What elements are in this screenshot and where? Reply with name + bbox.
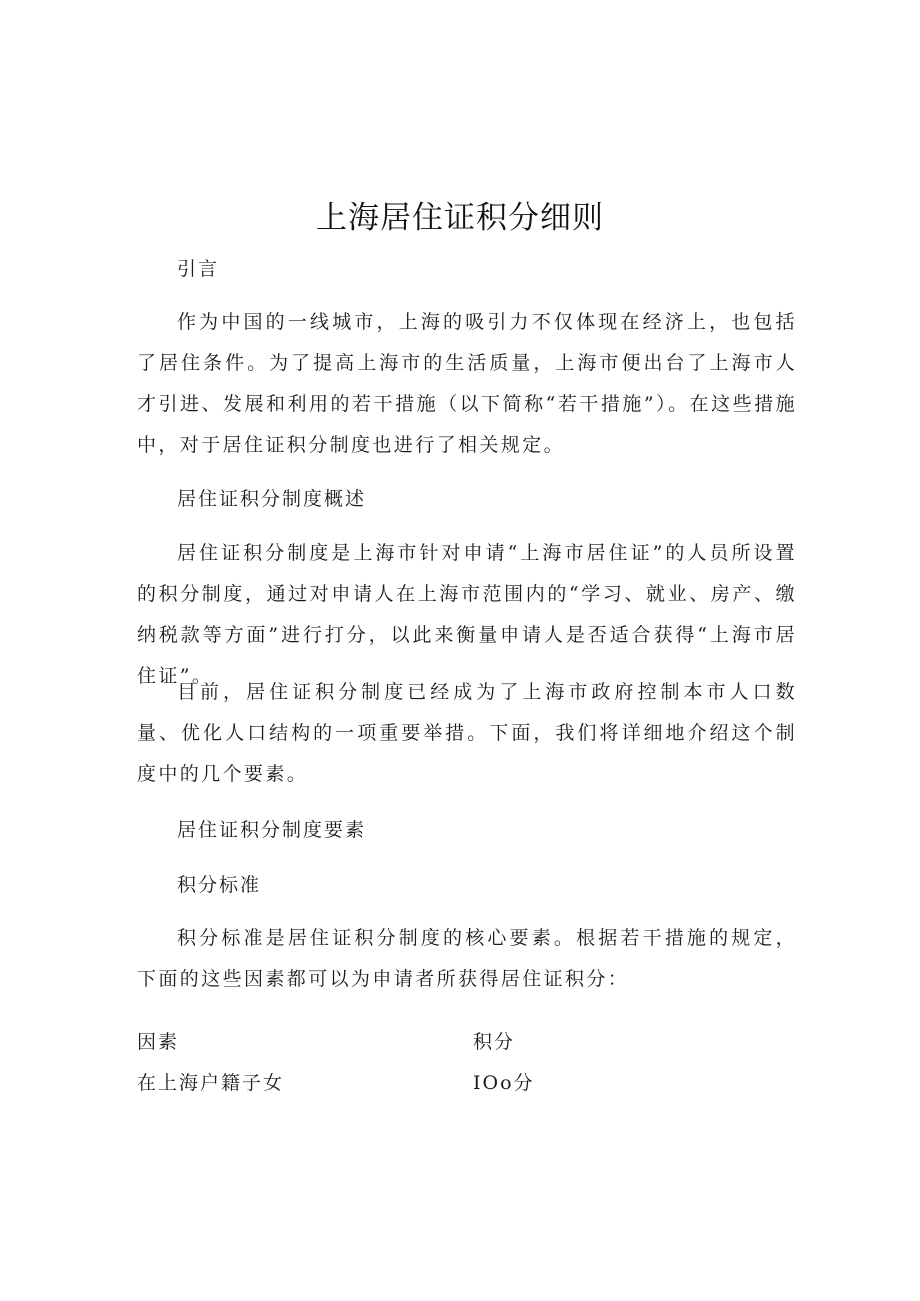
paragraph-standards: 积分标准是居住证积分制度的核心要素。根据若干措施的规定，下面的这些因素都可以为申请者所获得居住证积分： (137, 927, 797, 990)
table-header-row (137, 1027, 557, 1057)
section-heading-introduction: 引言 (177, 258, 220, 280)
table-cell-factor: 在上海户籍子女 (137, 1072, 285, 1094)
paragraph-introduction: 作为中国的一线城市，上海的吸引力不仅体现在经济上，也包括了居住条件。为了提高上海市的生活质量，上海市便出台了上海市人才引进、发展和利用的若干措施（以下简称“若干措施”）。在这些措施中，对于居住证积分制度也进行了相关规定。 (137, 311, 797, 456)
table-row (137, 1068, 557, 1098)
paragraph-current-status: 目前，居住证积分制度已经成为了上海市政府控制本市人口数量、优化人口结构的一项重要举措。下面，我们将详细地介绍这个制度中的几个要素。 (137, 681, 797, 785)
paragraph-overview: 居住证积分制度是上海市针对申请“上海市居住证”的人员所设置的积分制度，通过对申请人在上海市范围内的“学习、就业、房产、缴纳税款等方面”进行打分，以此来衡量申请人是否适合获得“上海市居住证”。 (137, 542, 797, 687)
section-heading-standards: 积分标准 (177, 874, 262, 896)
table-cell-score: IOo分 (473, 1072, 535, 1094)
document-title: 上海居住证积分细则 (316, 200, 604, 236)
section-heading-elements: 居住证积分制度要素 (177, 819, 367, 841)
section-heading-overview: 居住证积分制度概述 (177, 488, 367, 510)
table-header-score: 积分 (473, 1031, 516, 1053)
table-header-factor: 因素 (137, 1031, 180, 1053)
